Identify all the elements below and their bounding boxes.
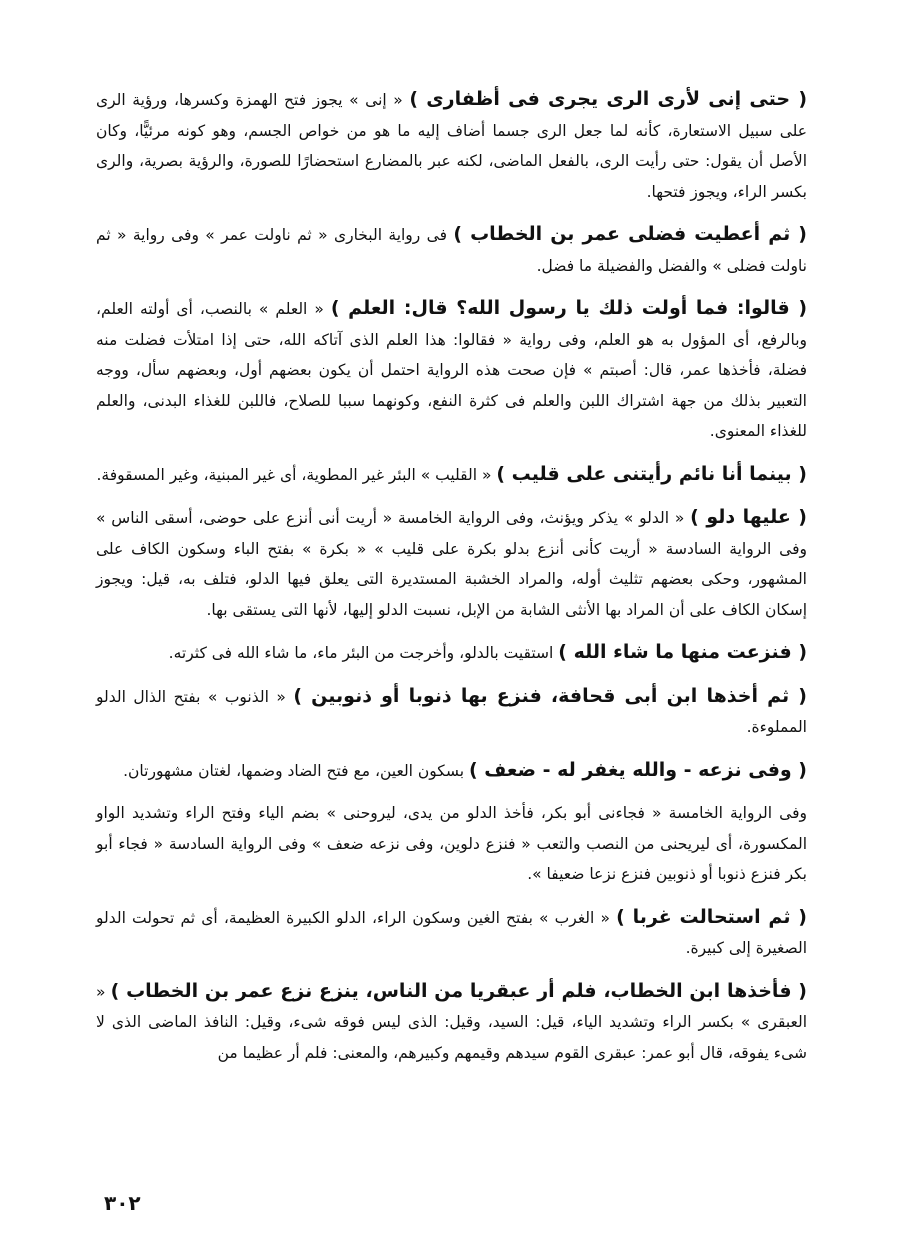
hadith-phrase: ( ثم استحالت غربا ) (616, 905, 807, 928)
commentary-text: « إنى » يجوز فتح الهمزة وكسرها، ورؤية الرى على سبيل الاستعارة، كأنه لما جعل الرى جسما أضاف إليه ما هو من خواص الجسم، وهو كونه مرئيًّا، وكان الأصل أن يقول: حتى رأيت الرى، بالفعل الماضى، لكنه عبر بالمضارع استحضارًا للصورة، والرؤية بصرية، والرى بكسر الراء، ويجوز فتحها. (96, 91, 807, 201)
hadith-phrase: ( فنزعت منها ما شاء الله ) (558, 641, 807, 663)
paragraph (96, 219, 807, 281)
commentary-text: بسكون العين، مع فتح الضاد وضمها، لغتان مشهورتان. (123, 761, 469, 780)
commentary-text: « الذنوب » بفتح الذال الدلو المملوءة. (96, 687, 807, 736)
commentary-text: استقيت بالدلو، وأخرجت من البئر ماء، ما شاء الله فى كثرته. (168, 644, 559, 662)
hadith-phrase: ( عليها دلو ) (690, 506, 807, 528)
commentary-text: « العلم » بالنصب، أى أولته العلم، وبالرفع، أى المؤول به هو العلم، وفى رواية « فقالوا: هذا العلم الذى آتاكه الله، حتى إذا امتلأت فضلت منه فضلة، فأخذها عمر، قال: أصبتم » فإن صحت هذه الرواية احتمل أن يكون بعضهم أول، وبعضهم سأل، ووجه التعبير بذلك من جهة اشتراك اللبن والعلم فى كثرة النفع، وكونهما سببا للصلاح، فاللبن للغذاء البدنى، والعلم للغذاء المعنوى. (96, 300, 807, 440)
hadith-phrase: ( قالوا: فما أولت ذلك يا رسول الله؟ قال: العلم ) (330, 297, 808, 319)
commentary-text: فى رواية البخارى « ثم ناولت عمر » وفى رواية « ثم ناولت فضلى » والفضل والفضيلة ما فضل. (96, 226, 807, 275)
paragraph (96, 902, 807, 964)
commentary-text: « الدلو » يذكر ويؤنث، وفى الرواية الخامسة « أريت أنى أنزع على حوضى، أسقى الناس » وفى الرواية السادسة « أريت كأنى أنزع بدلو بكرة على قليب » « بكرة » بفتح الباء وسكون الكاف على المشهور، وحكى بعضهم تثليث أوله، والمراد الخشبة المستديرة التى يعلق فيها الدلو، فتلف به، قيل: ويجوز إسكان الكاف على أن المراد بها الأنثى الشابة من الإبل، نسبت الدلو إليها، لأنها التى يستقى بها. (96, 509, 807, 619)
paragraph (96, 502, 807, 625)
paragraph (96, 459, 807, 491)
commentary-text: « الغرب » بفتح الغين وسكون الراء، الدلو الكبيرة العظيمة، أى ثم تحولت الدلو الصغيرة إلى كبيرة. (96, 908, 807, 957)
paragraph (96, 681, 807, 743)
hadith-phrase: ( ثم أخذها ابن أبى قحافة، فنزع بها ذنوبا أو ذنوبين ) (293, 684, 807, 707)
commentary-text: « القليب » البئر غير المطوية، أى غير المبنية، وغير المسقوفة. (96, 465, 497, 484)
hadith-phrase: ( ثم أعطيت فضلى عمر بن الخطاب ) (453, 223, 807, 245)
hadith-phrase: ( وفى نزعه - والله يغفر له - ضعف ) (468, 758, 807, 781)
commentary-text: « العبقرى » بكسر الراء وتشديد الياء، قيل: السيد، وقيل: الذى ليس فوقه شىء، وقيل: النافذ الماضى الذى لا شىء يفوقه، قال أبو عمر: عبقرى القوم سيدهم وقيمهم وكبيرهم، والمعنى: فلم أر عظيما من (96, 982, 807, 1062)
paragraph (96, 976, 807, 1069)
paragraph (96, 755, 807, 787)
hadith-phrase: ( فأخذها ابن الخطاب، فلم أر عبقريا من الناس، ينزع نزع عمر بن الخطاب ) (110, 979, 807, 1002)
hadith-phrase: ( بينما أنا نائم رأيتنى على قليب ) (496, 462, 807, 485)
paragraph (96, 293, 807, 447)
paragraph (96, 798, 807, 890)
commentary-text: وفى الرواية الخامسة « فجاءنى أبو بكر، فأخذ الدلو من يدى، ليروحنى » بضم الياء وفتح الراء وتشديد الواو المكسورة، أى ليريحنى من النصب والتعب « فنزع دلوين، وفى نزعه ضعف » وفى الرواية السادسة « فجاء أبو بكر فنزع ذنوبا أو ذنوبين فنزع نزعا ضعيفا ». (96, 804, 807, 883)
paragraph (96, 84, 807, 207)
paragraph (96, 637, 807, 669)
hadith-phrase: ( حتى إنى لأرى الرى يجرى فى أظفارى ) (409, 88, 808, 110)
page-number: ٣٠٢ (104, 1191, 141, 1215)
